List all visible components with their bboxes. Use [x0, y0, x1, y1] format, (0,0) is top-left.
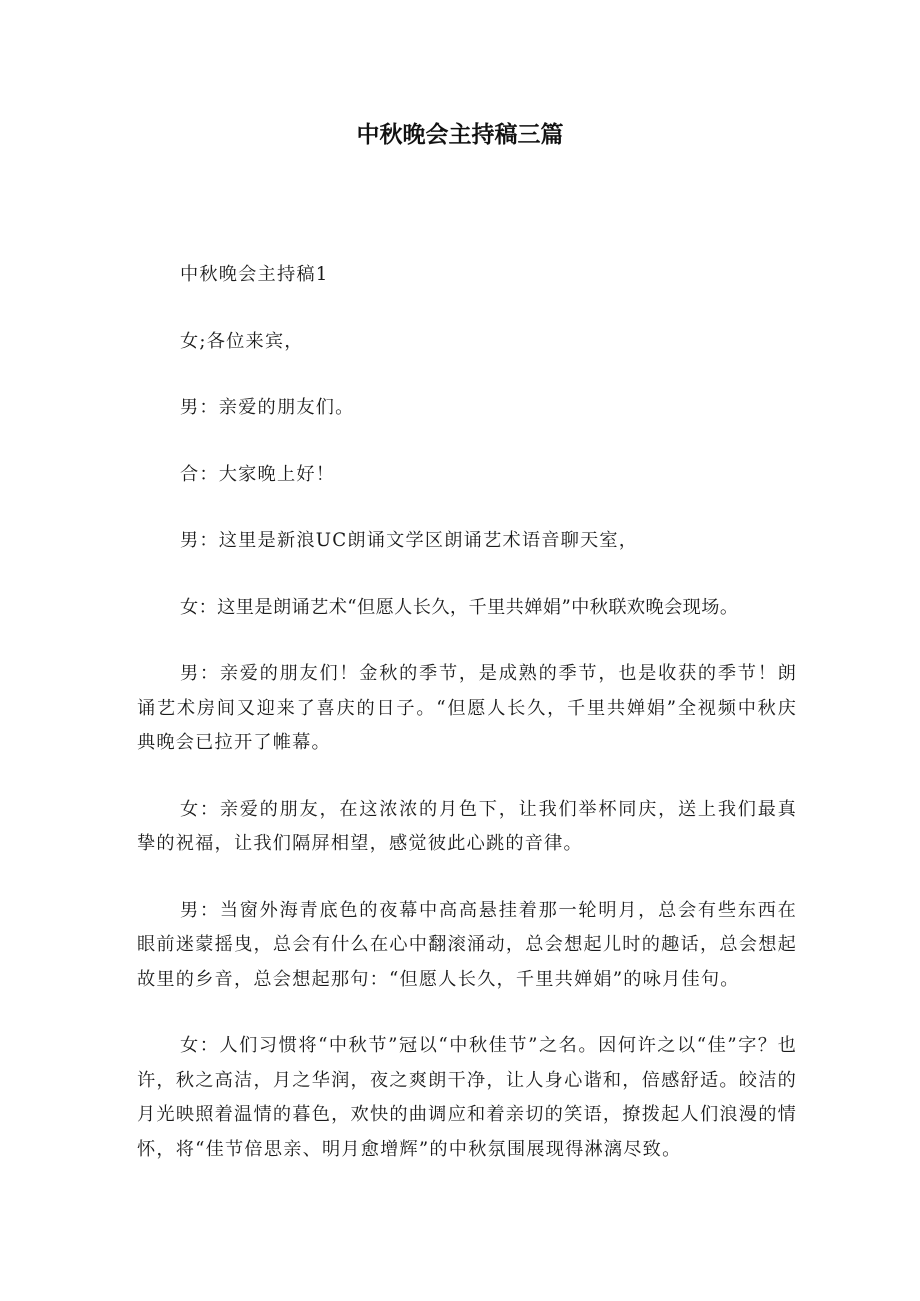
section-heading: 中秋晚会主持稿1: [180, 264, 329, 285]
dialogue-line: 男：亲爱的朋友们。: [180, 397, 355, 418]
dialogue-paragraph: 女：亲爱的朋友，在这浓浓的月色下，让我们举杯同庆，送上我们最真挚的祝福，让我们隔屏相望，感觉彼此心跳的音律。: [137, 798, 797, 854]
dialogue-paragraph: 男：当窗外海青底色的夜幕中高高悬挂着那一轮明月，总会有些东西在眼前迷蒙摇曳，总会有什么在心中翻滚涌动，总会想起儿时的趣话，总会想起故里的乡音，总会想起那句：“但愿人长久，千里共婵娟”的咏月佳句。: [137, 899, 797, 990]
dialogue-paragraph: 女：人们习惯将“中秋节”冠以“中秋佳节”之名。因何许之以“佳”字？也许，秋之高洁，月之华润，夜之爽朗干净，让人身心谐和，倍感舒适。皎洁的月光映照着温情的暮色，欢快的曲调应和着亲切的笑语，撩拨起人们浪漫的情怀，将“佳节倍思亲、明月愈增辉”的中秋氛围展现得淋漓尽致。: [137, 1035, 797, 1160]
dialogue-line: 合：大家晚上好！: [180, 463, 336, 485]
document-title: 中秋晚会主持稿三篇: [356, 122, 564, 148]
dialogue-line: 女：这里是朗诵艺术“但愿人长久，千里共婵娟”中秋联欢晚会现场。: [180, 596, 739, 618]
dialogue-paragraph: 男：亲爱的朋友们！金秋的季节，是成熟的季节，也是收获的季节！朗诵艺术房间又迎来了喜庆的日子。“但愿人长久，千里共婵娟”全视频中秋庆典晚会已拉开了帷幕。: [137, 663, 797, 753]
dialogue-line: 男：这里是新浪UC朗诵文学区朗诵艺术语音聊天室，: [180, 530, 639, 551]
document-body: [137, 258, 797, 1199]
dialogue-line: 女;各位来宾，: [180, 330, 304, 352]
